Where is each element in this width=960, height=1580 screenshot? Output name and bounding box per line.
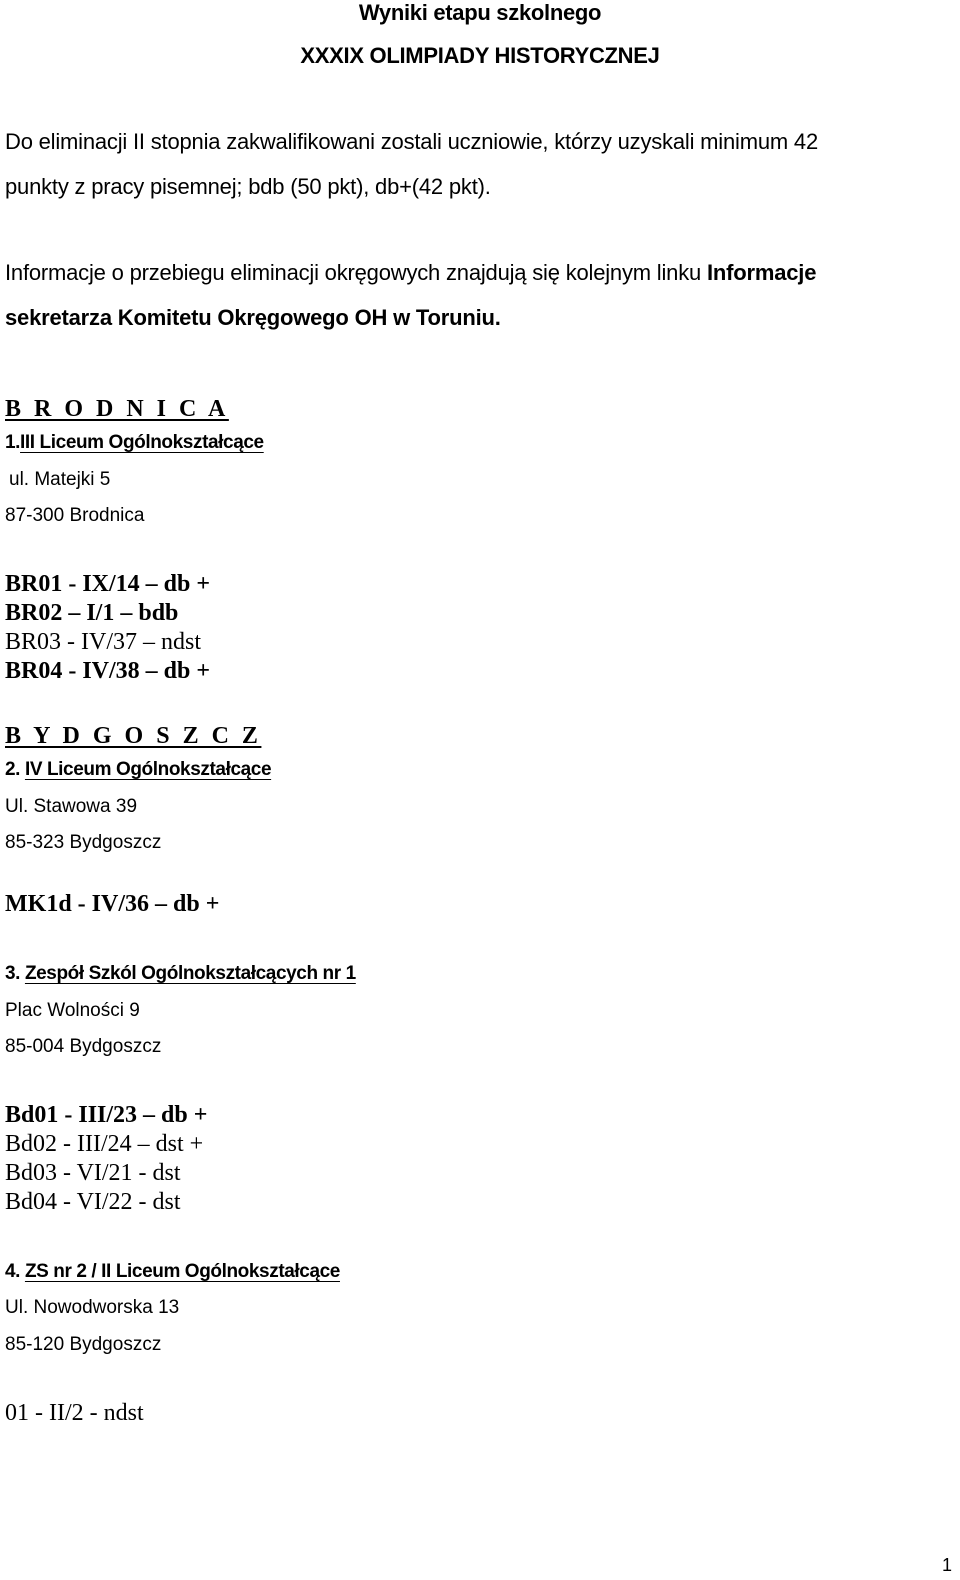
school-name: III Liceum Ogólnokształcące [20, 432, 264, 453]
school-address-city: 87-300 Brodnica [5, 505, 145, 526]
page-subtitle: XXXIX OLIMPIADY HISTORYCZNEJ [300, 43, 660, 68]
result-row: BR02 – I/1 – bdb [5, 600, 179, 626]
result-row: 01 - II/2 - ndst [5, 1400, 144, 1426]
result-row: Bd01 - III/23 – db + [5, 1102, 208, 1128]
school-heading [5, 1261, 340, 1283]
info-link-continued[interactable]: sekretarza Komitetu Okręgowego OH w Toruniu. [5, 305, 501, 330]
school-heading [5, 432, 264, 454]
result-row: Bd02 - III/24 – dst + [5, 1131, 204, 1157]
school-name: ZS nr 2 / II Liceum Ogólnokształcące [24, 1261, 340, 1282]
result-row: Bd03 - VI/21 - dst [5, 1160, 181, 1186]
school-heading [5, 759, 271, 781]
info-text: Informacje o przebiegu eliminacji okręgowych znajdują się kolejnym linku [5, 260, 707, 285]
results-list [5, 570, 210, 686]
school-address-street: Ul. Stawowa 39 [5, 796, 138, 817]
school-name: Zespół Szkól Ogólnokształcących nr 1 [24, 963, 356, 984]
school-number: 4. [5, 1261, 25, 1282]
result-row: BR03 - IV/37 – ndst [5, 629, 202, 655]
city-heading-bydgoszcz: B Y D G O S Z C Z [5, 723, 262, 749]
school-address-city: 85-120 Bydgoszcz [5, 1334, 162, 1355]
school-number: 1. [5, 432, 21, 453]
school-address-street: Plac Wolności 9 [5, 1000, 140, 1021]
school-heading [5, 963, 356, 985]
result-row: BR04 - IV/38 – db + [5, 658, 211, 684]
intro-paragraph [5, 119, 955, 209]
page-number: 1 [941, 1555, 952, 1575]
result-row: MK1d - IV/36 – db + [5, 891, 220, 917]
info-paragraph [5, 250, 955, 340]
school-name: IV Liceum Ogólnokształcące [24, 759, 272, 780]
results-list [5, 890, 219, 919]
info-link[interactable]: Informacje [706, 260, 817, 285]
school-address-street: Ul. Nowodworska 13 [5, 1297, 180, 1318]
school-address-street: ul. Matejki 5 [9, 469, 111, 490]
school-address-city: 85-004 Bydgoszcz [5, 1036, 162, 1057]
school-address-city: 85-323 Bydgoszcz [5, 832, 162, 853]
intro-line-2: punkty z pracy pisemnej; bdb (50 pkt), db+(42 pkt). [5, 174, 491, 199]
page-title: Wyniki etapu szkolnego [358, 0, 602, 25]
city-heading-brodnica: B R O D N I C A [5, 396, 229, 422]
school-number: 3. [5, 963, 25, 984]
results-list [5, 1399, 144, 1428]
school-number: 2. [5, 759, 25, 780]
results-list [5, 1101, 207, 1217]
result-row: Bd04 - VI/22 - dst [5, 1189, 181, 1215]
result-row: BR01 - IX/14 – db + [5, 571, 211, 597]
intro-line-1: Do eliminacji II stopnia zakwalifikowani zostali uczniowie, którzy uzyskali minimum 42 [5, 129, 818, 154]
